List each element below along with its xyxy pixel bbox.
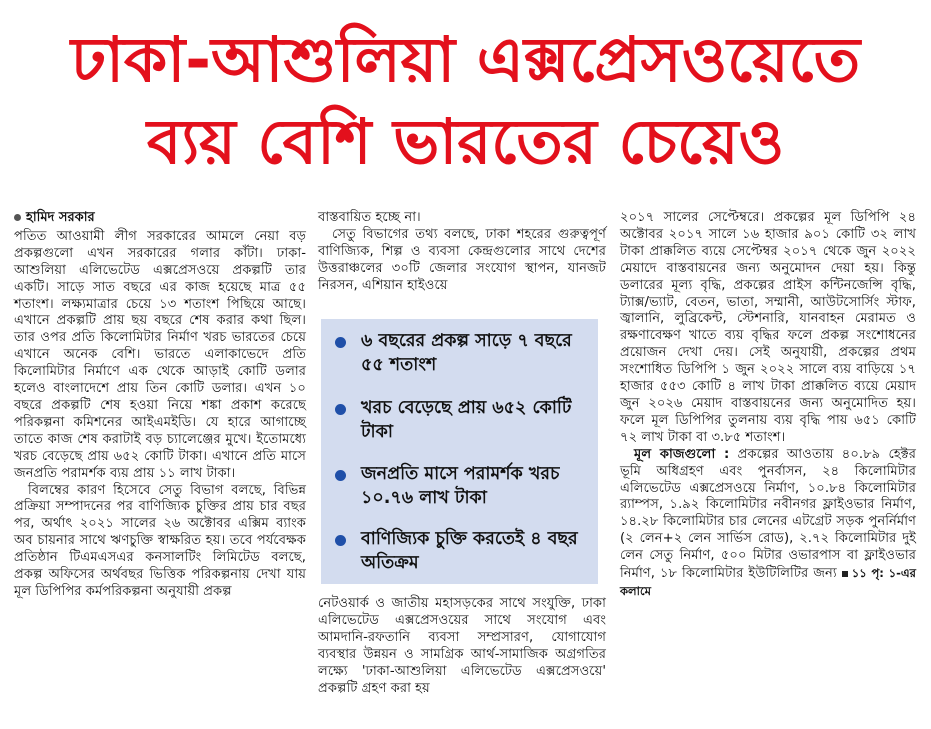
column-3 bbox=[620, 210, 916, 601]
highlight-text: ৬ বছরের প্রকল্প সাড়ে ৭ বছরে ৫৫ শতাংশ bbox=[361, 331, 572, 375]
paragraph: পতিত আওয়ামী লীগ সরকারের আমলে নেয়া বড় প্রকল্পগুলো এখন সরকারের গলার কাঁটা। ঢাকা-আশুলিয়া এলিভেটেড এক্সপ্রেসওয়ে প্রকল্পটি তার একটি। সাড়ে সাত বছরে এর কাজ হয়েছে মাত্র ৫৫ শতাংশ। লক্ষ্যমাত্রার চেয়ে ১৩ শতাংশ পিছিয়ে আছে। এখানে প্রকল্পটি প্রায় ছয় বছরে শেষ করার কথা ছিল। তার ওপর প্রতি কিলোমিটার নির্মাণ খরচ ভারতের চেয়ে এখানে অনেক বেশি। ভারতে এলাকাভেদে প্রতি কিলোমিটার নির্মাণে এক থেকে আড়াই কোটি ডলার হলেও বাংলাদেশে প্রায় তিন কোটি ডলার। এখন ১০ বছরে প্রকল্পটি শেষ হওয়া নিয়ে শঙ্কা প্রকাশ করেছে পরিকল্পনা কমিশনের আইএমইডি। যে হারে আগাচ্ছে তাতে কাজ শেষ করাটাই বড় চ্যালেঞ্জের মুখে। ইতোমধ্যে খরচ বেড়েছে প্রায় ৬৫২ কোটি টাকা। এখানে প্রতি মাসে জনপ্রতি পরামর্শক ব্যয় প্রায় ১১ লাখ টাকা। bbox=[14, 228, 306, 481]
bullet-icon bbox=[335, 404, 346, 415]
main-works-label: মূল কাজগুলো : bbox=[634, 446, 730, 462]
main-works-text: প্রকল্পের আওতায় ৪০.৮৯ হেক্টর ভূমি অধিগ্রহণ এবং পুনর্বাসন, ২৪ কিলোমিটার এলিভেটেড এক্সপ্রেসওয়ে নির্মাণ, ১০.৮৪ কিলোমিটার র‌্যাম্পস, ১.৯২ কিলোমিটার নবীনগর ফ্লাইওভার নির্মাণ, ১৪.২৮ কিলোমিটার চার লেনের এটগ্রেট সড়ক পুনর্নির্মাণ (২ লেন+২ লেন সার্ভিস রোড), ২.৭২ কিলোমিটার দুই লেন সেতু নির্মাণ, ৫০০ মিটার ওভারপাস বা ফ্লাইওভার নির্মাণ, ১৮ কিলোমিটার ইউটিলিটির জন্য bbox=[620, 446, 916, 582]
bullet-icon bbox=[335, 470, 346, 481]
paragraph: বিলম্বের কারণ হিসেবে সেতু বিভাগ বলছে, বিভিন্ন প্রক্রিয়া সম্পাদনের পর বাণিজ্যিক চুক্তির প্রায় চার বছর পর, অর্থাৎ ২০২১ সালের ২৬ অক্টোবর এক্সিম ব্যাংক অব চায়নার সাথে ঋণচুক্তি স্বাক্ষরিত হয়। তবে পর্যবেক্ষক প্রতিষ্ঠান টিএমএসএর কনসালটিং লিমিটেড বলছে, প্রকল্প অফিসের অর্থবছর ভিত্তিক পরিকল্পনায় দেখা যায় মূল ডিপিপির কর্মপরিকল্পনা অনুযায়ী প্রকল্প bbox=[14, 482, 306, 599]
paragraph: সেতু বিভাগের তথ্য বলছে, ঢাকা শহরের গুরুত্বপূর্ণ বাণিজ্যিক, শিল্প ও ব্যবসা কেন্দ্রগুলোর সাথে দেশের উত্তরাঞ্চলের ৩০টি জেলার সংযোগ স্থাপন, যানজট নিরসন, এশিয়ান হাইওয়ে bbox=[318, 226, 606, 293]
continued-text: ১১ পৃ: ১-এর কলামে bbox=[620, 566, 916, 598]
author-name: হামিদ সরকার bbox=[26, 210, 95, 225]
paragraph: নেটওয়ার্ক ও জাতীয় মহাসড়কের সাথে সংযুক্তি, ঢাকা এলিভেটেড এক্সপ্রেসওয়ের সাথে সংযোগ এবং আমদানি-রফতানি ব্যবসা সম্প্রসারণ, যোগাযোগ ব্যবস্থার উন্নয়ন ও সামগ্রিক আর্থ-সামাজিক অগ্রগতির লক্ষ্যে 'ঢাকা-আশুলিয়া এলিভেটেড এক্সপ্রেসওয়ে' প্রকল্পটি গ্রহণ করা হয় bbox=[318, 596, 606, 696]
paragraph bbox=[620, 447, 916, 601]
bullet-icon bbox=[335, 337, 346, 348]
headline-line-1: ঢাকা-আশুলিয়া এক্সপ্রেসওয়েতে bbox=[70, 23, 861, 96]
bullet-icon bbox=[335, 535, 346, 546]
byline bbox=[14, 210, 306, 227]
paragraph: ২০১৭ সালের সেপ্টেম্বরে। প্রকল্পের মূল ডিপিপি ২৪ অক্টোবর ২০১৭ সালে ১৬ হাজার ৯০১ কোটি ৩২ লাখ টাকা প্রাক্কলিত ব্যয়ে সেপ্টেম্বর ২০১৭ থেকে জুন ২০২২ মেয়াদে বাস্তবায়নের জন্য অনুমোদন দেয়া হয়। কিন্তু ডলারের মূল্য বৃদ্ধি, প্রকল্পের প্রাইস কন্টিনজেন্সি বৃদ্ধি, ট্যাক্স/ভ্যাট, বেতন, ভাতা, সম্মানী, আউটসোর্সিং স্টাফ, জ্বালানি, লুব্রিকেন্ট, স্টেশনারি, যানবাহন মেরামত ও রক্ষণাবেক্ষণ খাতে ব্যয় বৃদ্ধির ফলে প্রকল্প সংশোধনের প্রয়োজন দেখা দেয়। সেই অনুযায়ী, প্রকল্পের প্রথম সংশোধিত ডিপিপি ১ জুন ২০২২ সালে ব্যয় বাড়িয়ে ১৭ হাজার ৫৫৩ কোটি ৪ লাখ টাকা প্রাক্কলিত ব্যয়ে মেয়াদ জুন ২০২৬ মেয়াদ বাস্তবায়নের জন্য অনুমোদিত হয়। ফলে মূল ডিপিপির তুলনায় ব্যয় বৃদ্ধি পায় ৬৫১ কোটি ৭২ লাখ টাকা বা ৩.৮৫ শতাংশ। bbox=[620, 210, 916, 445]
highlights-box bbox=[321, 319, 598, 584]
headline-line-2: ব্যয় বেশি ভারতের চেয়েও bbox=[146, 105, 785, 178]
bullet-icon bbox=[14, 214, 21, 221]
column-2-bottom bbox=[318, 596, 606, 697]
square-icon bbox=[842, 571, 848, 577]
column-2-top bbox=[318, 210, 606, 295]
highlight-text: জনপ্রতি মাসে পরামর্শক খরচ ১০.৭৬ লাখ টাকা bbox=[361, 464, 560, 508]
highlight-text: খরচ বেড়েছে প্রায় ৬৫২ কোটি টাকা bbox=[361, 398, 572, 442]
highlight-text: বাণিজ্যিক চুক্তি করতেই ৪ বছর অতিক্রম bbox=[361, 529, 578, 573]
column-1 bbox=[14, 210, 306, 601]
paragraph: বাস্তবায়িত হচ্ছে না। bbox=[318, 210, 421, 225]
